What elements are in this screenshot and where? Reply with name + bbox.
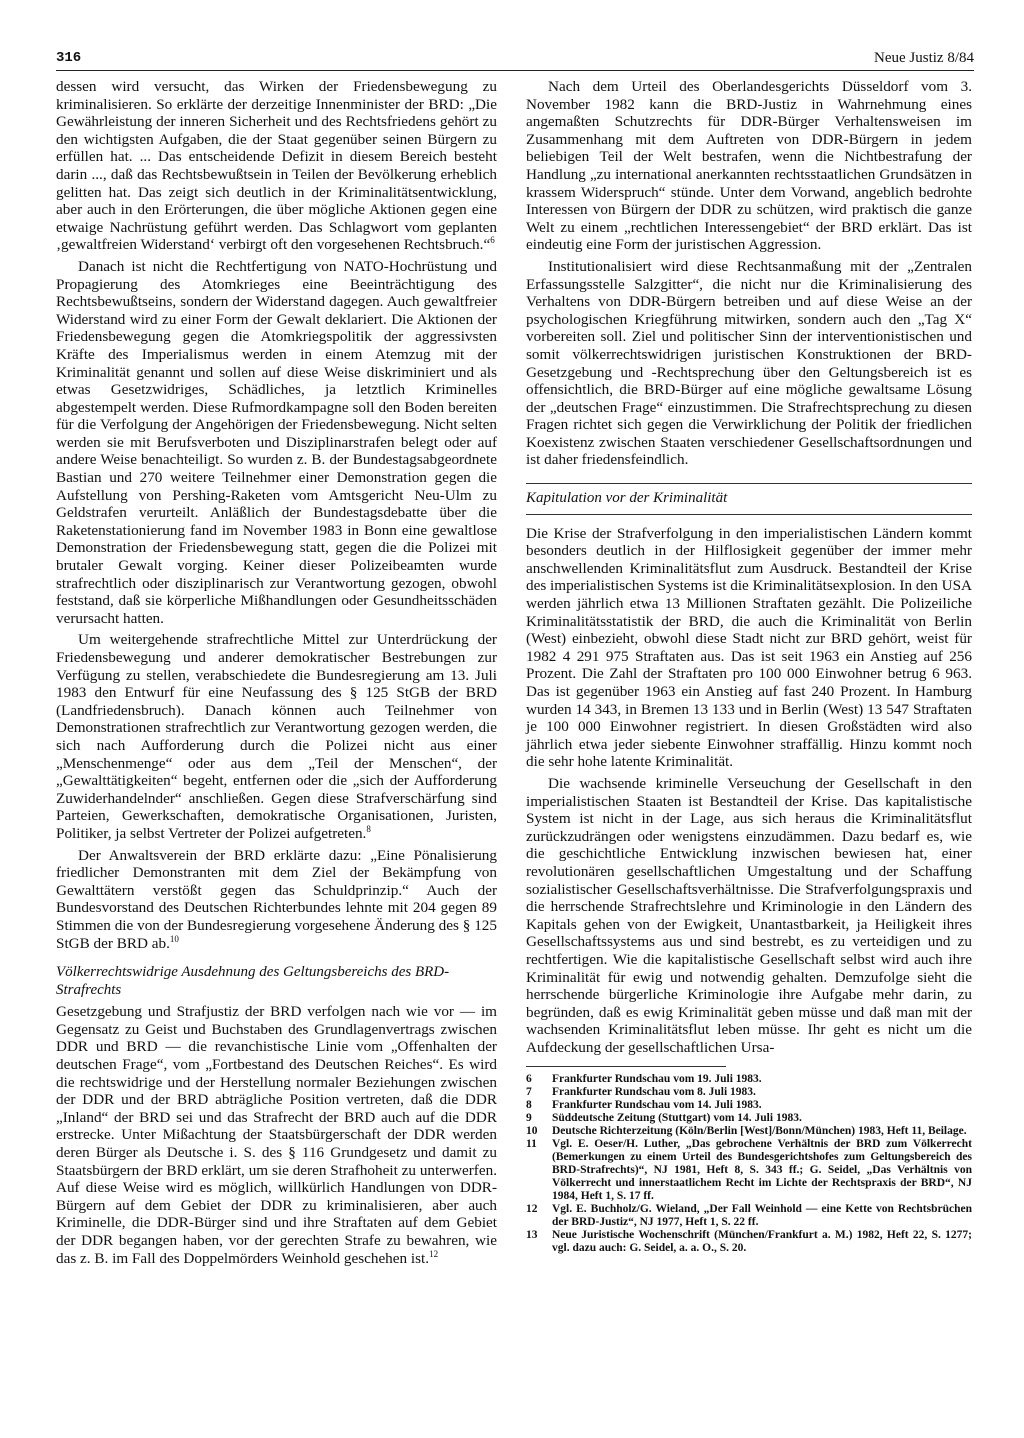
paragraph: Nach dem Urteil des Oberlandesgerichts Düsseldorf vom 3. November 1982 kann die BRD-Justiz in Wahrnehmung eines angemaßten Schutzrechts für DDR-Bürger Verhaltensweisen im Zusammenhang mit dem Auftreten von DDR-Bürgern in jedem beliebigen Teil der Welt bestrafen, wenn die Nichtbestrafung der Handlung „zu international anerkannten rechtsstaatlichen Grundsätzen in krassem Widerspruch“ stünde. Unter dem Vorwand, angeblich bedrohte Interessen von Bürgern der DDR zu schützen, wird praktisch die ganze Welt zu einem „rechtlichen Interessengebiet“ der BRD erklärt. Das ist eindeutig eine Form der juristischen Aggression. bbox=[526, 78, 972, 254]
paragraph: Die Krise der Strafverfolgung in den imperialistischen Ländern kommt besonders deutlich in der Hilflosigkeit gegenüber der immer mehr anschwellenden Kriminalitätsflut zum Ausdruck. Bestandteil der Krise des imperialistischen Systems ist die Kriminalitätsexplosion. In den USA werden jährlich etwa 13 Millionen Straftaten gezählt. Die Polizeiliche Kriminalitätsstatistik der BRD, die auch die Kriminalität von Berlin (West) einbezieht, obwohl diese Stadt nicht zur BRD gehört, weist für 1982 4 291 975 Straftaten aus. Das ist seit 1963 ein Anstieg auf 256 Prozent. Die Zahl der Straftaten pro 100 000 Einwohner betrug 6 963. Das ist gegenüber 1963 ein Anstieg auf fast 240 Prozent. In Hamburg wurden 14 343, in Bremen 13 133 und in Berlin (West) 13 547 Straftaten je 100 000 Einwohner registriert. In diesen Großstädten wird also jährlich etwa jeder siebente Einwohner straffällig. Hinzu kommt noch die sehr hohe latente Kriminalität. bbox=[526, 524, 972, 771]
footnote: 13 Neue Juristische Wochenschrift (München/Frankfurt a. M.) 1982, Heft 22, S. 1277; vgl. dazu auch: G. Seidel, a. a. O., S. 20. bbox=[526, 1229, 972, 1255]
right-column bbox=[526, 78, 972, 1255]
footnote: 6 Frankfurter Rundschau vom 19. Juli 1983. bbox=[526, 1073, 762, 1086]
paragraph: Danach ist nicht die Rechtfertigung von NATO-Hochrüstung und Propagierung des Atomkrieges eine Beeinträchtigung des Rechtsbewußtseins, sondern der Widerstand dagegen. Auch gewaltfreier Widerstand wird zu einer Form der Gewalt deklariert. Die Aktionen der Friedensbewegung gegen die Atomkriegspolitik der aggressivsten Kräfte des Imperialismus werden in einem Atemzug mit der Kriminalität genannt und sollen auf diese Weise diskriminiert und als etwas Gesetzwidriges, Schädliches, ja letztlich Kriminelles abgestempelt werden. Diese Rufmordkampagne soll den Boden bereiten für die Verfolgung der Angehörigen der Friedensbewegung. Nicht selten werden sie mit Berufsverboten und Disziplinarstrafen belegt oder auf andere Weise benachteiligt. So wurden z. B. der Bundestagsabgeordnete Bastian und 270 weitere Teilnehmer einer Demonstration gegen die Aufstellung von Pershing-Raketen vom Amtsgericht Neu-Ulm zu Geldstrafen verurteilt. Anläßlich der Bundestagsdebatte über die Raketenstationierung fand im November 1983 in Bonn eine gewaltlose Demonstration der Friedensbewegung statt, gegen die die Polizei mit brutaler Gewalt vorging. Keiner dieser Polizeibeamten wurde strafrechtlich oder disziplinarisch zur Verantwortung gezogen, obwohl feststand, daß sie körperliche Mißhandlungen oder Gesundheitsschäden verursacht hatten. bbox=[56, 257, 497, 627]
footnote: 11 Vgl. E. Oeser/H. Luther, „Das gebrochene Verhältnis der BRD zum Völkerrecht (Bemerkungen zu einem Urteil des Bundesgerichtshofes zum Geltungsbereich des BRD-Strafrechts)“, NJ 1981, Heft 8, S. 343 ff.; G. Seidel, „Das Verhältnis von Völkerrecht und innerstaatlichem Recht im Lichte der Rechtspraxis der BRD“, NJ 1984, Heft 1, S. 17 ff. bbox=[526, 1138, 972, 1203]
paragraph: dessen wird versucht, das Wirken der Friedensbewegung zu kriminalisieren. So erklärte der derzeitige Innenminister der BRD: „Die Gewährleistung der inneren Sicherheit und des Rechtsfriedens gehört zu den wichtigsten Aufgaben, die der Staat gegenüber seinen Bürgern zu erfüllen hat. ... Das entscheidende Defizit in diesem Bereich besteht darin ..., daß das Rechtsbewußtsein in Teilen der Bevölkerung erheblich gelitten hat. Das zeigt sich deutlich in der Kriminalitätsentwicklung, aber auch in den Erörterungen, die über mögliche Aktionen gegen eine etwaige Nachrüstung geführt werden. Das Schlagwort vom geplanten ‚gewaltfreien Widerstand‘ verbirgt oft den vorgesehenen Rechtsbruch.“$^6$ bbox=[56, 78, 497, 254]
footnote: 8 Frankfurter Rundschau vom 14. Juli 1983. bbox=[526, 1099, 762, 1112]
footnotes bbox=[526, 1073, 972, 1255]
section-heading: Völkerrechtswidrige Ausdehnung des Geltungsbereichs des BRD-Strafrechts bbox=[56, 964, 450, 998]
left-column bbox=[56, 78, 497, 1271]
footnote: 7 Frankfurter Rundschau vom 8. Juli 1983. bbox=[526, 1086, 756, 1099]
journal-issue: Neue Justiz 8/84 bbox=[874, 50, 974, 66]
paragraph: Um weitergehende strafrechtliche Mittel zur Unterdrückung der Friedensbewegung und anderer demokratischer Bestrebungen zur Verfügung zu stellen, verabschiedete die Bundesregierung am 13. Juli 1983 den Entwurf für eine Neufassung des § 125 StGB der BRD (Landfriedensbruch). Danach können auch Teilnehmer von Demonstrationen strafrechtlich zur Verantwortung gezogen werden, die sich nach Aufforderung durch die Polizei nicht aus einer „Menschenmenge“ oder aus dem „Teil der Menschen“, der „Gewalttätigkeiten“ begeht, entfernen oder die „sich der Aufforderung Zuwiderhandelnder“ anschließen. Gegen diese Strafverschärfung sind Parteien, Gewerkschaften, demokratische Organisationen, Juristen, Politiker, ja selbst Vertreter der Polizei aufgetreten.$^8$ bbox=[56, 631, 497, 842]
paragraph: Die wachsende kriminelle Verseuchung der Gesellschaft in den imperialistischen Staaten ist Bestandteil der Krise. Das kapitalistische System ist nicht in der Lage, aus sich heraus die Kriminalitätsflut zurückzudrängen oder wenigstens einzudämmen. Dazu bedarf es, wie die geschichtliche Entwicklung inzwischen bewiesen hat, einer revolutionären gesellschaftlichen Umgestaltung und der Schaffung sozialistischer Gesellschaftsverhältnisse. Die Strafverfolgungspraxis und die herrschende Strafrechtslehre und Kriminologie in den Ländern des Kapitals gehen von der Ewigkeit, Unantastbarkeit, ja Heiligkeit ihres Gesellschaftssystems aus und sind bestrebt, es zu verteidigen und zu rechtfertigen. Wie die kapitalistische Gesellschaft selbst wird auch ihre Kriminalität für ewig und notwendig gehalten. Demzufolge sieht die herrschende bürgerliche Kriminologie ihre Aufgabe mehr darin, zu begründen, daß es ewig Kriminalität geben müsse und daß man mit der wachsenden Kriminalitätsflut leben müsse. Ihr geht es nicht um die Aufdeckung der gesellschaftlichen Ursa- bbox=[526, 774, 972, 1056]
page-number: 316 bbox=[56, 50, 82, 66]
footnote-rule bbox=[526, 1066, 726, 1067]
footnote: 9 Süddeutsche Zeitung (Stuttgart) vom 14. Juli 1983. bbox=[526, 1112, 802, 1125]
footnote: 12 Vgl. E. Buchholz/G. Wieland, „Der Fall Weinhold — eine Kette von Rechtsbrüchen der BRD-Justiz“, NJ 1977, Heft 1, S. 22 ff. bbox=[526, 1203, 972, 1229]
header-rule bbox=[56, 70, 974, 71]
footnote: 10 Deutsche Richterzeitung (Köln/Berlin [West]/Bonn/München) 1983, Heft 11, Beilage. bbox=[526, 1125, 967, 1138]
paragraph: Der Anwaltsverein der BRD erklärte dazu: „Eine Pönalisierung friedlicher Demonstranten mit dem Ziel der Bekämpfung von Gewalttätern verstößt gegen das Schuldprinzip.“ Auch der Bundesvorstand des Deutschen Richterbundes lehnte mit 204 gegen 89 Stimmen die von der Bundesregierung vorgesehene Änderung des § 125 StGB der BRD ab.$^{10}$ bbox=[56, 846, 497, 952]
section-heading: Kapitulation vor der Kriminalität bbox=[526, 483, 972, 515]
paragraph: Gesetzgebung und Strafjustiz der BRD verfolgen nach wie vor — im Gegensatz zu Geist und Buchstaben des Grundlagenvertrags zwischen DDR und BRD — die revanchistische Linie vom „Offenhalten der deutschen Frage“, vom „Fortbestand des Deutschen Reiches“. Es wird die rechtswidrige und der Herstellung normaler Beziehungen zwischen der DDR und der BRD abträgliche Position vertreten, daß die DDR „Inland“ der BRD sei und das Strafrecht der BRD auch auf die DDR erstrecke. Unter Mißachtung der Staatsbürgerschaft der DDR werden deren Bürger als Deutsche i. S. des § 116 Grundgesetz und damit zu Staatsbürgern der BRD erklärt, um sie deren Strafhoheit zu unterwerfen. Auf diese Weise wird es möglich, willkürlich Handlungen von DDR-Bürgern auf dem Gebiet der DDR zu kriminalisieren, aber auch Kriminelle, die DDR-Bürger sind und ihre Straftaten auf dem Gebiet der DDR begangen haben, vor der gerechten Strafe zu bewahren, wie das z. B. im Fall des Doppelmörders Weinhold geschehen ist.$^{12}$ bbox=[56, 1003, 497, 1267]
paragraph: Institutionalisiert wird diese Rechtsanmaßung mit der „Zentralen Erfassungsstelle Salzgitter“, die nicht nur die Kriminalisierung des Verhaltens von DDR-Bürgern betreiben und auf diese Weise an der psychologischen Kriegführung mitwirken, sondern auch den „Tag X“ vorbereiten soll. Ziel und politischer Sinn der interventionistischen und somit völkerrechtswidrigen juristischen Konstruktionen der BRD-Gesetzgebung und -Rechtsprechung über den Geltungsbereich ist es offensichtlich, die BRD-Bürger auf eine mögliche gewaltsame Lösung der „deutschen Frage“ einzustimmen. Die Strafrechtsprechung zu diesen Fragen richtet sich gegen die Verwirklichung der Politik der friedlichen Koexistenz zwischen Staaten verschiedener Gesellschaftsordnungen und ist daher friedensfeindlich. bbox=[526, 257, 972, 469]
